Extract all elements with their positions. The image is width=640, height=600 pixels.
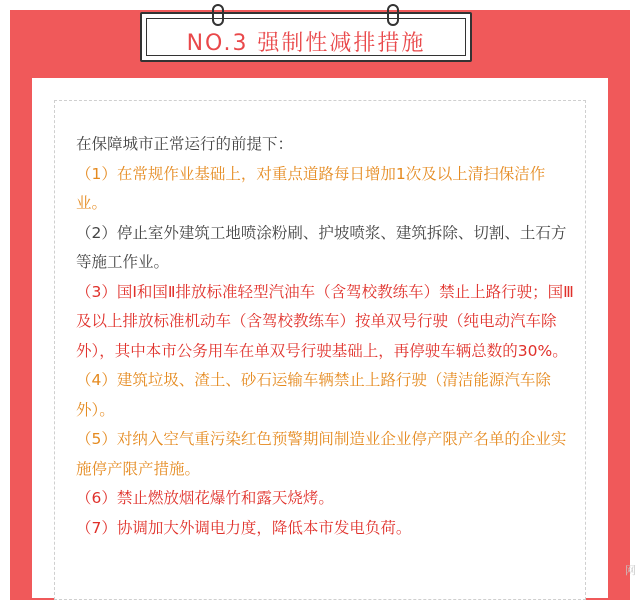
measure-item-5: （5）对纳入空气重污染红色预警期间制造业企业停产限产名单的企业实施停产限产措施。 (76, 430, 567, 478)
measure-item-2: （2）停止室外建筑工地喷涂粉刷、护坡喷浆、建筑拆除、切割、土石方等施工作业。 (76, 223, 567, 271)
pin-icon (212, 4, 224, 26)
measure-item-7: （7）协调加大外调电力度，降低本市发电负荷。 (76, 518, 412, 537)
measure-item-1: （1）在常规作业基础上，对重点道路每日增加1次及以上清扫保洁作业。 (76, 164, 546, 212)
intro-text: 在保障城市正常运行的前提下： (76, 135, 294, 153)
pin-icon (387, 4, 399, 26)
watermark: 网 (625, 564, 636, 577)
measure-item-3: （3）国Ⅰ和国Ⅱ排放标准轻型汽油车（含驾校教练车）禁止上路行驶；国Ⅲ及以上排放标准机动车（含驾校教练车）按单双号行驶（纯电动汽车除外），其中本市公务用车在单双号行驶基础上，再停驶车辆总数的30%。 (76, 282, 574, 360)
page-title: NO.3 强制性减排措施 (186, 31, 426, 56)
measures-text (76, 130, 576, 543)
title-banner (140, 12, 472, 62)
measure-item-6: （6）禁止燃放烟花爆竹和露天烧烤。 (76, 489, 334, 507)
measure-item-4: （4）建筑垃圾、渣土、砂石运输车辆禁止上路行驶（清洁能源汽车除外）。 (76, 371, 551, 419)
